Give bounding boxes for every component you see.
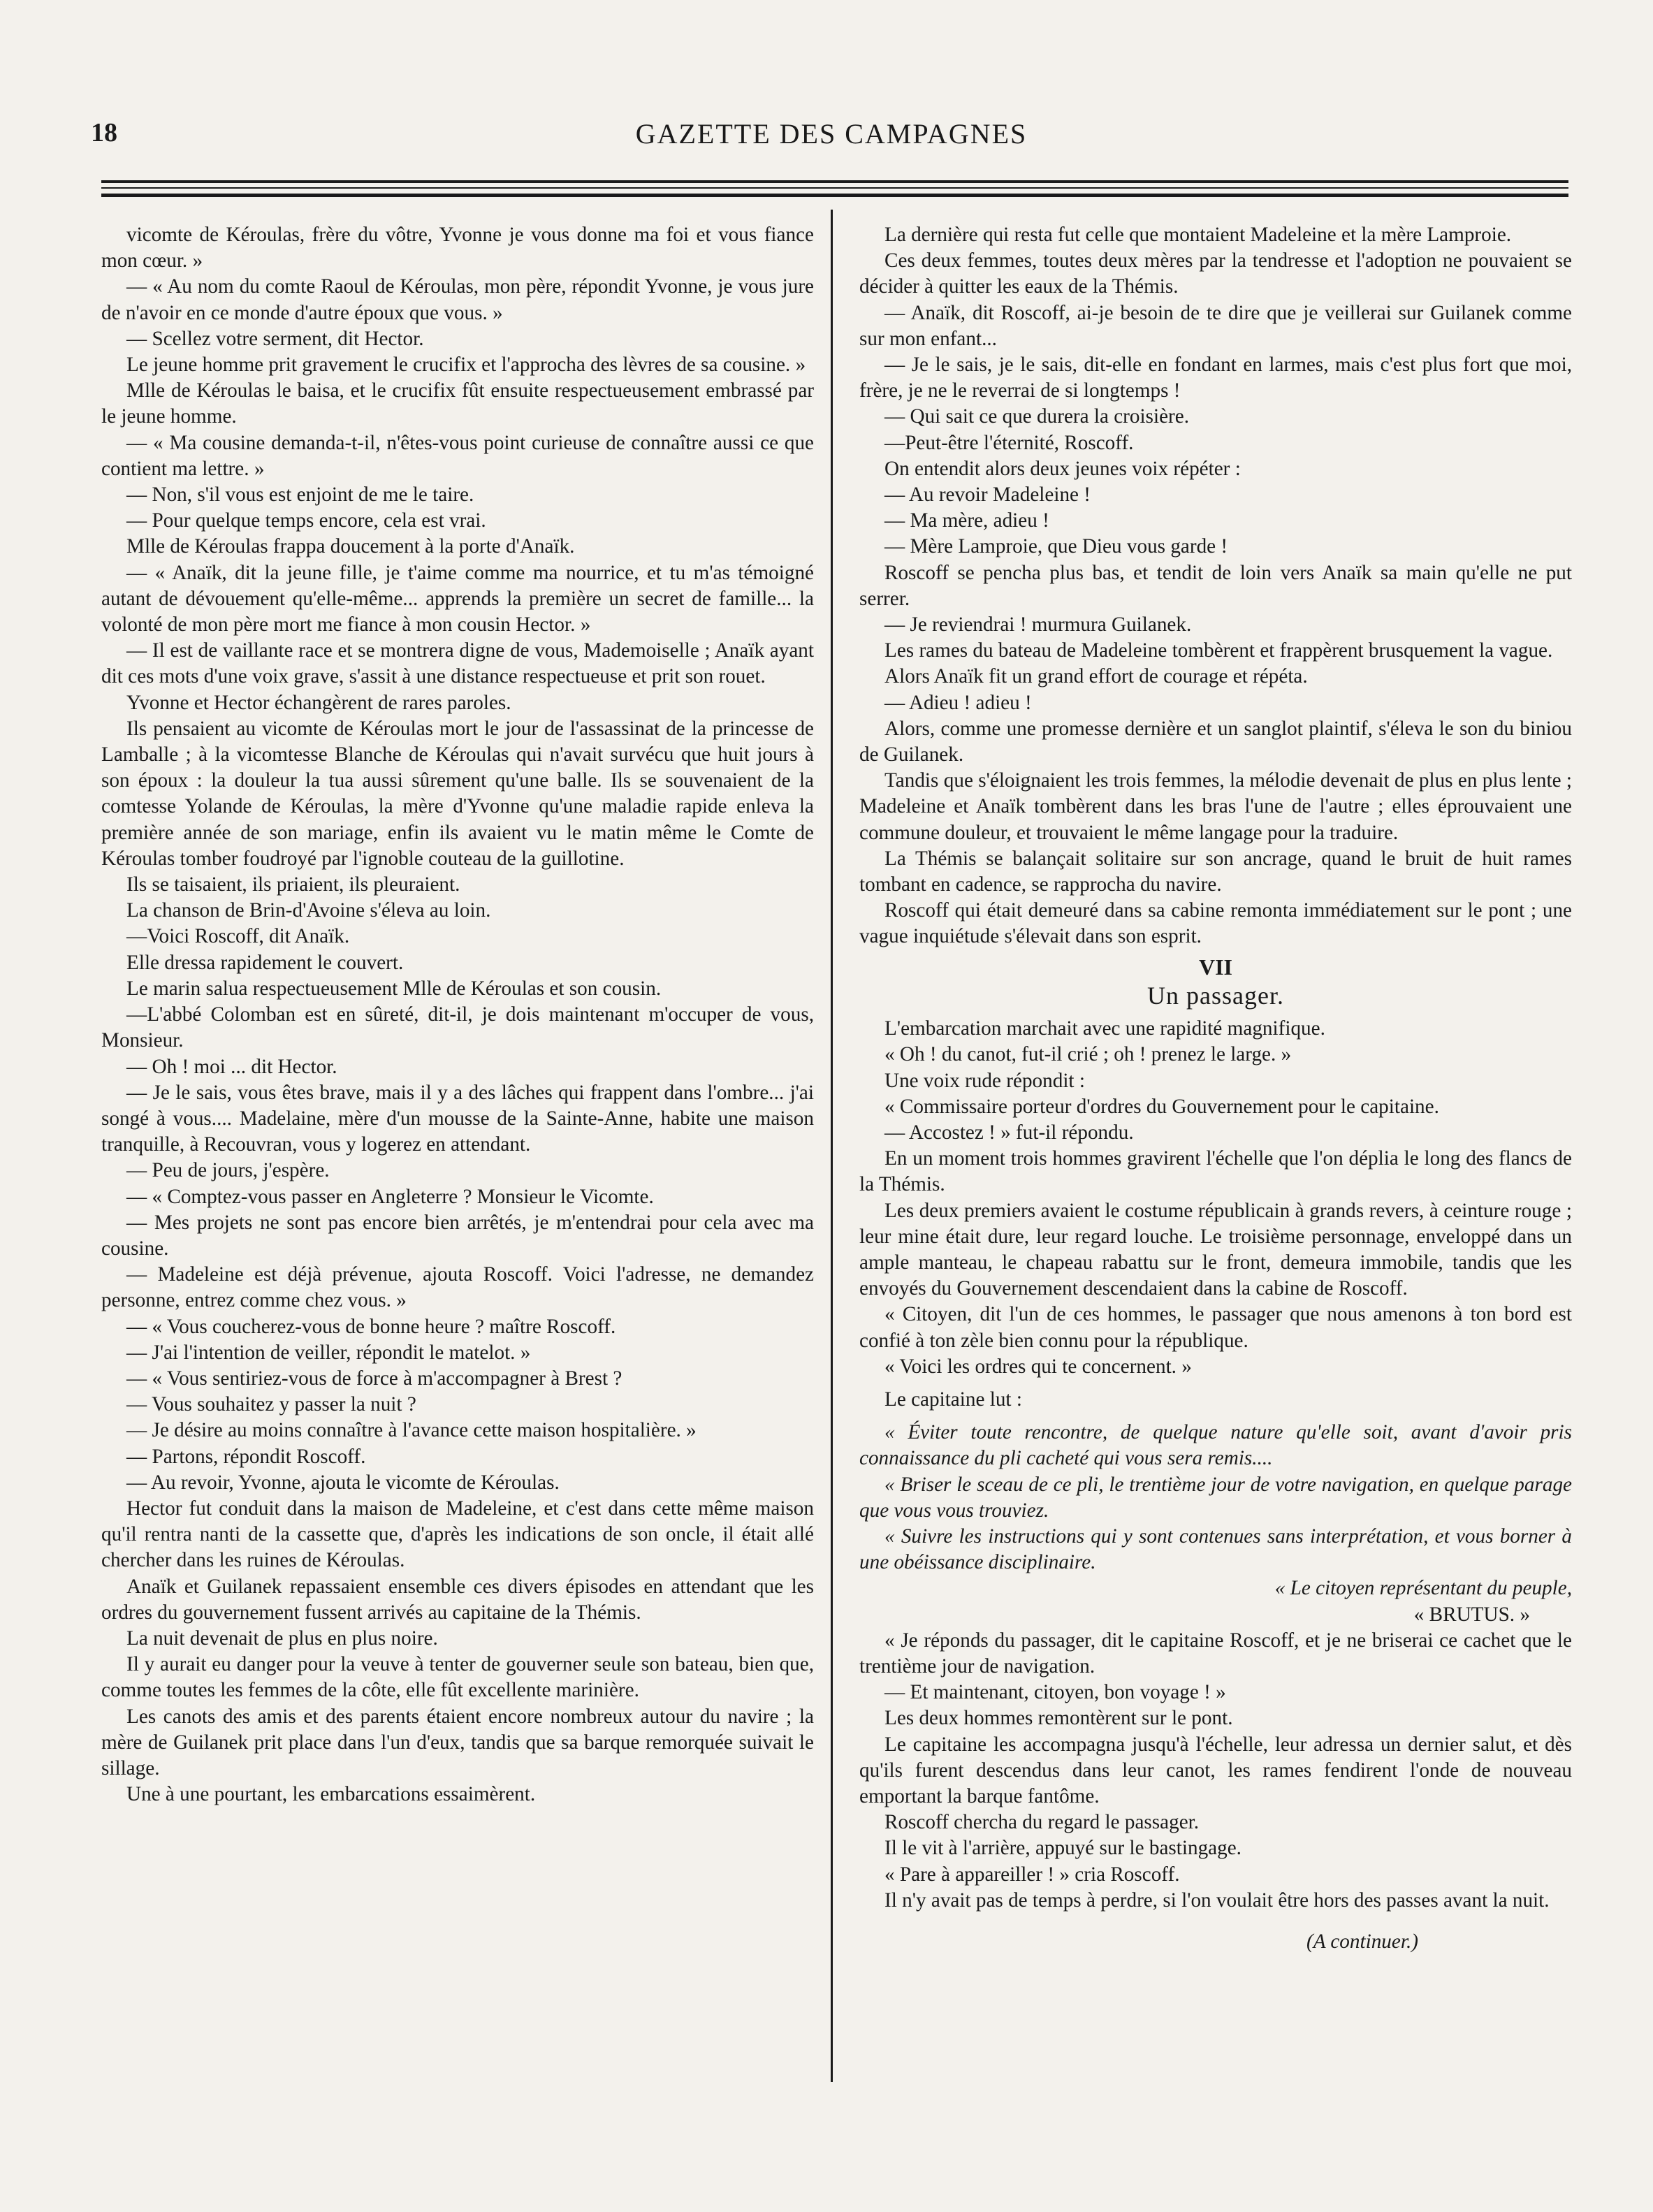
paragraph: — J'ai l'intention de veiller, répondit le matelot. » — [126, 1341, 531, 1364]
paragraph: La Thémis se balançait solitaire sur son ancrage, quand le bruit de huit rames tombant en cadence, se rapprocha du navire. — [859, 847, 1572, 896]
paragraph: En un moment trois hommes gravirent l'échelle que l'on déplia le long des flancs de la Thémis. — [859, 1147, 1572, 1196]
header-rule — [101, 187, 1568, 189]
paragraph: Roscoff chercha du regard le passager. — [884, 1811, 1200, 1834]
paragraph: — « Vous sentiriez-vous de force à m'accompagner à Brest ? — [126, 1367, 622, 1390]
paragraph: « BRUTUS. » — [1413, 1603, 1530, 1626]
paragraph: — Qui sait ce que durera la croisière. — [884, 405, 1190, 428]
page-header — [91, 117, 1572, 159]
paragraph: Tandis que s'éloignaient les trois femmes, la mélodie devenait de plus en plus lente ; Madeleine et Anaïk tombèrent dans les bras l'une de l'autre ; elles éprouvaient une commune douleur, et trouvaient le même langage pour la traduire. — [859, 769, 1572, 844]
paragraph: Les canots des amis et des parents étaient encore nombreux autour du navire ; la mère de Guilanek prit place dans l'un d'eux, tandis que sa barque remorquée suivait le sillage. — [101, 1705, 814, 1780]
paragraph: « Le citoyen représentant du peuple, — [1274, 1577, 1572, 1600]
paragraph: « Briser le sceau de ce pli, le trentième jour de votre navigation, en quelque parage que vous vous trouviez. — [859, 1473, 1572, 1522]
paragraph: Yvonne et Hector échangèrent de rares paroles. — [126, 691, 511, 714]
paragraph: L'embarcation marchait avec une rapidité magnifique. — [884, 1017, 1325, 1040]
paragraph: — Je le sais, vous êtes brave, mais il y a des lâches qui frappent dans l'ombre... j'ai songé à vous.... Madelaine, mère d'un mousse de la Sainte-Anne, habite une maison tranquille, à Recouvran, vous y logerez en attendant. — [101, 1081, 814, 1156]
paragraph: Ils pensaient au vicomte de Kéroulas mort le jour de l'assassinat de la princesse de Lamballe ; à la vicomtesse Blanche de Kéroulas qui n'avait survécu que huit jours à son époux : la douleur la tua aussi sûrement qu'une balle. Ils se souvenaient de la comtesse Yolande de Kéroulas, la mère d'Yvonne qu'une maladie rapide enleva la première année de son mariage, enfin ils avaient vu le matin même le Comte de Kéroulas tomber foudroyé par l'ignoble couteau de la guillotine. — [101, 717, 814, 870]
paragraph: Mlle de Kéroulas frappa doucement à la porte d'Anaïk. — [126, 535, 575, 558]
paragraph: Elle dressa rapidement le couvert. — [126, 951, 404, 974]
paragraph: — « Anaïk, dit la jeune fille, je t'aime comme ma nourrice, et tu m'as témoigné autant de dévouement qu'elle-même... apprends la première un secret de famille... la volonté de mon père mort me fiance à mon cousin Hector. » — [101, 561, 814, 636]
paragraph: « Suivre les instructions qui y sont contenues sans interprétation, et vous borner à une obéissance disciplinaire. — [859, 1525, 1572, 1574]
paragraph: « Citoyen, dit l'un de ces hommes, le passager que nous amenons à ton bord est confié à ton zèle bien connu pour la république. — [859, 1303, 1572, 1352]
paragraph: La chanson de Brin-d'Avoine s'éleva au loin. — [126, 899, 491, 922]
paragraph: — Peu de jours, j'espère. — [126, 1159, 330, 1182]
paragraph: — Mère Lamproie, que Dieu vous garde ! — [884, 535, 1228, 558]
paragraph: On entendit alors deux jeunes voix répéter : — [884, 457, 1241, 480]
paragraph: — Scellez votre serment, dit Hector. — [126, 327, 424, 350]
paragraph: — Pour quelque temps encore, cela est vrai. — [126, 509, 486, 532]
paragraph: « Éviter toute rencontre, de quelque nature qu'elle soit, avant d'avoir pris connaissance du pli cacheté qui vous sera remis.... — [859, 1421, 1572, 1470]
right-column-section — [859, 1016, 1572, 1914]
paragraph: — Partons, répondit Roscoff. — [126, 1445, 366, 1468]
paragraph: « Pare à appareiller ! » cria Roscoff. — [884, 1863, 1180, 1886]
paragraph: Une voix rude répondit : — [884, 1069, 1085, 1092]
paragraph: — « Comptez-vous passer en Angleterre ? Monsieur le Vicomte. — [126, 1185, 654, 1208]
paragraph: La nuit devenait de plus en plus noire. — [126, 1627, 438, 1650]
paragraph: —L'abbé Colomban est en sûreté, dit-il, je dois maintenant m'occuper de vous, Monsieur. — [101, 1003, 814, 1052]
paragraph: Roscoff se pencha plus bas, et tendit de loin vers Anaïk sa main qu'elle ne put serrer. — [859, 561, 1572, 610]
paragraph: Le capitaine les accompagna jusqu'à l'échelle, leur adressa un dernier salut, et dès qu'ils furent descendus dans leur canot, les rames fendirent l'onde de nouveau emportant la barque fantôme. — [859, 1733, 1572, 1807]
paragraph: Une à une pourtant, les embarcations essaimèrent. — [126, 1783, 536, 1806]
paragraph: — Je reviendrai ! murmura Guilanek. — [884, 613, 1192, 636]
paragraph: Il y aurait eu danger pour la veuve à tenter de gouverner seule son bateau, bien que, comme toutes les femmes de la côte, elle fût excellente marinière. — [101, 1653, 814, 1702]
paragraph: Le marin salua respectueusement Mlle de Kéroulas et son cousin. — [126, 977, 662, 1000]
paragraph: — « Vous coucherez-vous de bonne heure ? maître Roscoff. — [126, 1315, 616, 1338]
page-number: 18 — [91, 118, 117, 147]
publication-title: GAZETTE DES CAMPAGNES — [635, 118, 1028, 150]
paragraph: Ils se taisaient, ils priaient, ils pleuraient. — [126, 873, 460, 896]
paragraph: —Peut-être l'éternité, Roscoff. — [884, 431, 1134, 454]
paragraph: — Adieu ! adieu ! — [884, 691, 1032, 714]
right-column-section — [859, 222, 1572, 950]
paragraph: — Je désire au moins connaître à l'avance cette maison hospitalière. » — [126, 1419, 697, 1442]
paragraph: — Non, s'il vous est enjoint de me le taire. — [126, 483, 474, 507]
paragraph: Les deux hommes remontèrent sur le pont. — [884, 1707, 1233, 1730]
paragraph: — Au revoir, Yvonne, ajouta le vicomte de Kéroulas. — [126, 1471, 560, 1494]
right-column — [859, 222, 1572, 1955]
paragraph: Les deux premiers avaient le costume républicain à grands revers, à ceinture rouge ; leur mine était dure, leur regard louche. Le troisième personnage, enveloppé dans un ample manteau, le chapeau rabattu sur le front, demeura immobile, tandis que les envoyés du Gouvernement descendaient dans la cabine de Roscoff. — [859, 1199, 1572, 1300]
paragraph: Le jeune homme prit gravement le crucifix et l'approcha des lèvres de sa cousine. » — [126, 354, 806, 377]
paragraph: — Et maintenant, citoyen, bon voyage ! » — [884, 1681, 1226, 1704]
header-rule — [101, 194, 1568, 197]
chapter-title: Un passager. — [1147, 981, 1284, 1010]
paragraph: — Vous souhaitez y passer la nuit ? — [126, 1393, 416, 1416]
column-divider — [831, 210, 833, 2082]
paragraph: Il n'y avait pas de temps à perdre, si l'on voulait être hors des passes avant la nuit. — [884, 1889, 1550, 1912]
paragraph: Alors Anaïk fit un grand effort de courage et répéta. — [884, 665, 1308, 688]
paragraph: — Je le sais, je le sais, dit-elle en fondant en larmes, mais c'est plus fort que moi, frère, je ne le reverrai de si longtemps ! — [859, 354, 1572, 402]
paragraph: Les rames du bateau de Madeleine tombèrent et frappèrent brusquement la vague. — [884, 639, 1553, 662]
paragraph: —Voici Roscoff, dit Anaïk. — [126, 925, 350, 948]
paragraph: « Je réponds du passager, dit le capitaine Roscoff, et je ne briserai ce cachet que le trentième jour de navigation. — [859, 1629, 1572, 1678]
paragraph: Le capitaine lut : — [884, 1388, 1022, 1411]
paragraph: Mlle de Kéroulas le baisa, et le crucifix fût ensuite respectueusement embrassé par le jeune homme. — [101, 379, 814, 428]
paragraph: — Anaïk, dit Roscoff, ai-je besoin de te dire que je veillerai sur Guilanek comme sur mon enfant... — [859, 301, 1572, 350]
continuation-note: (A continuer.) — [1306, 1930, 1418, 1953]
paragraph: — Mes projets ne sont pas encore bien arrêtés, je m'entendrai pour cela avec ma cousine. — [101, 1211, 814, 1260]
paragraph: Hector fut conduit dans la maison de Madeleine, et c'est dans cette même maison qu'il rentra nanti de la cassette que, d'après les indications de son oncle, il était allé chercher dans les ruines de Kéroulas. — [101, 1497, 814, 1572]
paragraph: La dernière qui resta fut celle que montaient Madeleine et la mère Lamproie. — [884, 224, 1512, 246]
chapter-number: VII — [1198, 954, 1232, 980]
paragraph: — Madeleine est déjà prévenue, ajouta Roscoff. Voici l'adresse, ne demandez personne, entrez comme chez vous. » — [101, 1263, 814, 1312]
paragraph: — Au revoir Madeleine ! — [884, 483, 1091, 507]
left-column — [101, 222, 814, 1807]
paragraph: « Oh ! du canot, fut-il crié ; oh ! prenez le large. » — [884, 1043, 1292, 1066]
paragraph: — « Au nom du comte Raoul de Kéroulas, mon père, répondit Yvonne, je vous jure de n'avoir en ce monde d'autre époux que vous. » — [101, 275, 814, 324]
paragraph: « Voici les ordres qui te concernent. » — [884, 1355, 1192, 1378]
paragraph: Ces deux femmes, toutes deux mères par la tendresse et l'adoption ne pouvaient se décider à quitter les eaux de la Thémis. — [859, 249, 1572, 298]
paragraph: — Il est de vaillante race et se montrera digne de vous, Mademoiselle ; Anaïk ayant dit ces mots d'une voix grave, s'assit à une distance respectueuse et prit son rouet. — [101, 639, 814, 688]
paragraph: — « Ma cousine demanda-t-il, n'êtes-vous point curieuse de connaître aussi ce que contient ma lettre. » — [101, 431, 814, 480]
paragraph: — Ma mère, adieu ! — [884, 509, 1049, 532]
header-rule — [101, 180, 1568, 183]
paragraph: Alors, comme une promesse dernière et un sanglot plaintif, s'éleva le son du biniou de Guilanek. — [859, 717, 1572, 766]
paragraph: — Oh ! moi ... dit Hector. — [126, 1055, 337, 1078]
paragraph: Anaïk et Guilanek repassaient ensemble ces divers épisodes en attendant que les ordres du gouvernement fussent arrivés au capitaine de la Thémis. — [101, 1575, 814, 1624]
paragraph: Roscoff qui était demeuré dans sa cabine remonta immédiatement sur le pont ; une vague inquiétude s'élevait dans son esprit. — [859, 899, 1572, 948]
paragraph: — Accostez ! » fut-il répondu. — [884, 1121, 1134, 1144]
paragraph: « Commissaire porteur d'ordres du Gouvernement pour le capitaine. — [884, 1095, 1439, 1118]
paragraph: Il le vit à l'arrière, appuyé sur le bastingage. — [884, 1837, 1241, 1860]
paragraph: vicomte de Kéroulas, frère du vôtre, Yvonne je vous donne ma foi et vous fiance mon cœur. » — [101, 224, 814, 272]
